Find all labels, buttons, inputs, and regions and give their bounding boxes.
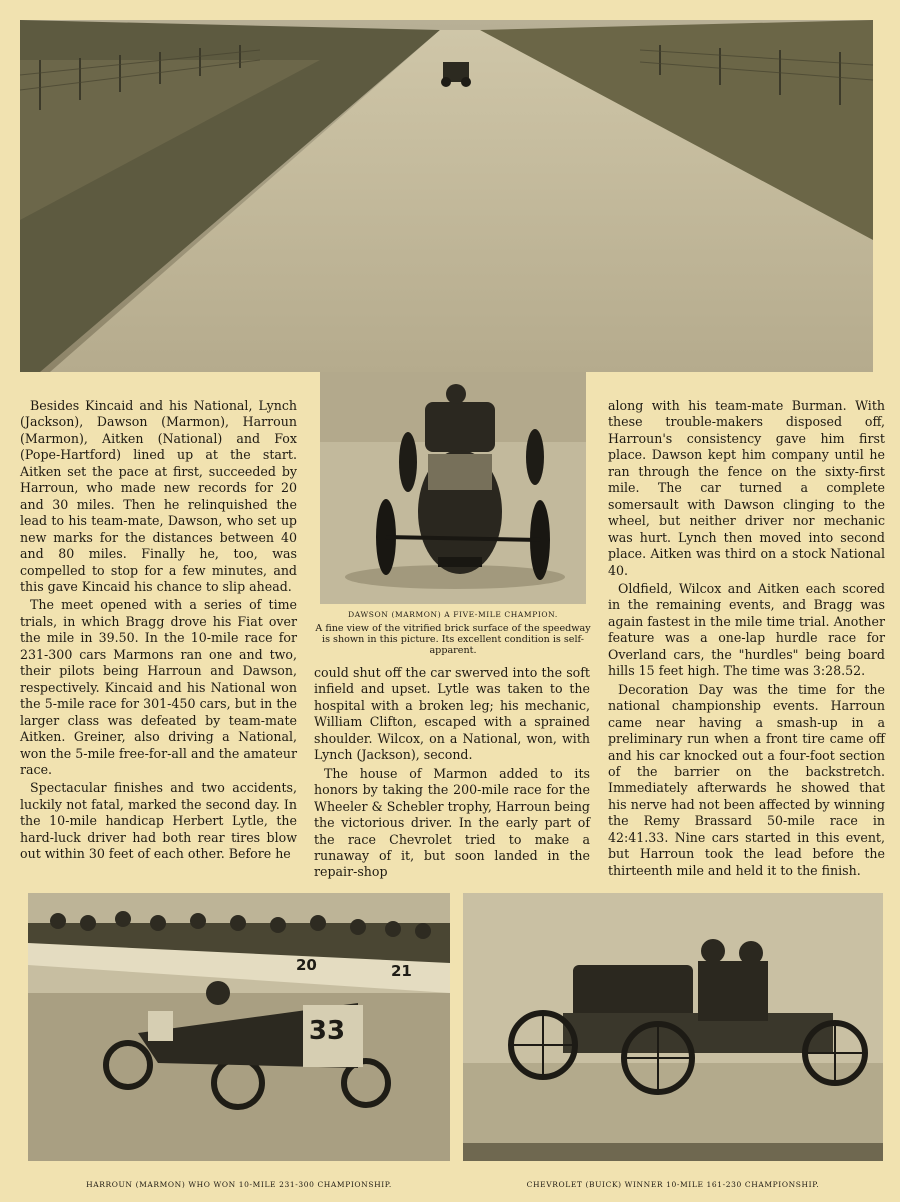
dawson-car-photo [320, 372, 586, 604]
column-3-paragraph: Decoration Day was the time for the national championship events. Harroun came near having a smash-up in a preliminary run when a front tire came off and his car knocked out a four-foot section of the barrier on the backstretch. Immediately afterwards he showed that his nerve had not been affected by winning the Remy Brassard 50-mile race in 42:41.33. Nine cars started in this event, but Harroun took the lead before the thirteenth mile and held it to the finish. [608, 681, 885, 878]
chevrolet-car-photo [463, 893, 883, 1161]
harroun-car-photo [28, 893, 450, 1161]
speedway-photo [20, 20, 873, 372]
center-photo-caption-text: A fine view of the vitrified brick surface of the speedway is shown in this picture. Its excellent condition is self-apparent. [315, 623, 591, 656]
fence-number: 21 [391, 962, 412, 980]
column-1-paragraph: Spectacular finishes and two accidents, luckily not fatal, marked the second day. In the 10-mile handicap Herbert Lytle, the hard-luck driver had both rear tires blow out within 30 feet of each other. Before he [20, 780, 297, 862]
bottom-right-caption: CHEVROLET (BUICK) WINNER 10-MILE 161-230 CHAMPIONSHIP. [526, 1180, 820, 1189]
column-2-paragraph: The house of Marmon added to its honors by taking the 200-mile race for the Wheeler & Schebler trophy, Harroun being the victorious driver. In the early part of the race Chevrolet tried to make a runaway of it, but soon landed in the repair-shop [314, 765, 590, 880]
article-column-2 [314, 665, 590, 881]
bottom-left-caption: HARROUN (MARMON) WHO WON 10-MILE 231-300 CHAMPIONSHIP. [86, 1180, 392, 1189]
fence-number: 20 [296, 956, 317, 974]
column-1-paragraph: Besides Kincaid and his National, Lynch (Jackson), Dawson (Marmon), Harroun (Marmon), Aitken (National) and Fox (Pope-Hartford) lined up at the start. Aitken set the pace at first, succeeded by Harroun, who made new records for 20 and 30 miles. Then he relinquished the lead to his team-mate, Dawson, who set up new marks for the distances between 40 and 80 miles. Finally he, too, was compelled to stop for a few minutes, and this gave Kincaid his chance to slip ahead. [20, 398, 297, 594]
article-column-3 [608, 398, 885, 879]
column-1-paragraph: The meet opened with a series of time trials, in which Bragg drove his Fiat over the mile in 39.50. In the 10-mile race for 231-300 cars Marmons ran one and two, their pilots being Harroun and Dawson, respectively. Kincaid and his National won the 5-mile race for 301-450 cars, but in the larger class was defeated by team-mate Aitken. Greiner, also driving a National, won the 5-mile free-for-all and the amateur race. [20, 597, 297, 777]
column-3-paragraph: Oldfield, Wilcox and Aitken each scored in the remaining events, and Bragg was again fastest in the mile time trial. Another feature was a one-lap hurdle race for Overland cars, the "hurdles" being board hills 15 feet high. The time was 3:28.52. [608, 580, 885, 679]
column-3-paragraph: along with his team-mate Burman. With these trouble-makers disposed off, Harroun's consistency gave him first place. Dawson kept him company until he ran through the fence on the sixty-first mile. The car turned a complete somersault with Dawson clinging to the wheel, but neither driver nor mechanic was hurt. Lynch then moved into second place. Aitken was third on a stock National 40. [608, 398, 885, 578]
center-photo-caption-title: DAWSON (MARMON) A FIVE-MILE CHAMPION. [348, 610, 558, 619]
article-column-1 [20, 398, 297, 863]
car-number: 33 [308, 1016, 346, 1046]
column-2-paragraph: could shut off the car swerved into the soft infield and upset. Lytle was taken to the hospital with a broken leg; his mechanic, William Clifton, escaped with a sprained shoulder. Wilcox, on a National, won, with Lynch (Jackson), second. [314, 665, 590, 763]
